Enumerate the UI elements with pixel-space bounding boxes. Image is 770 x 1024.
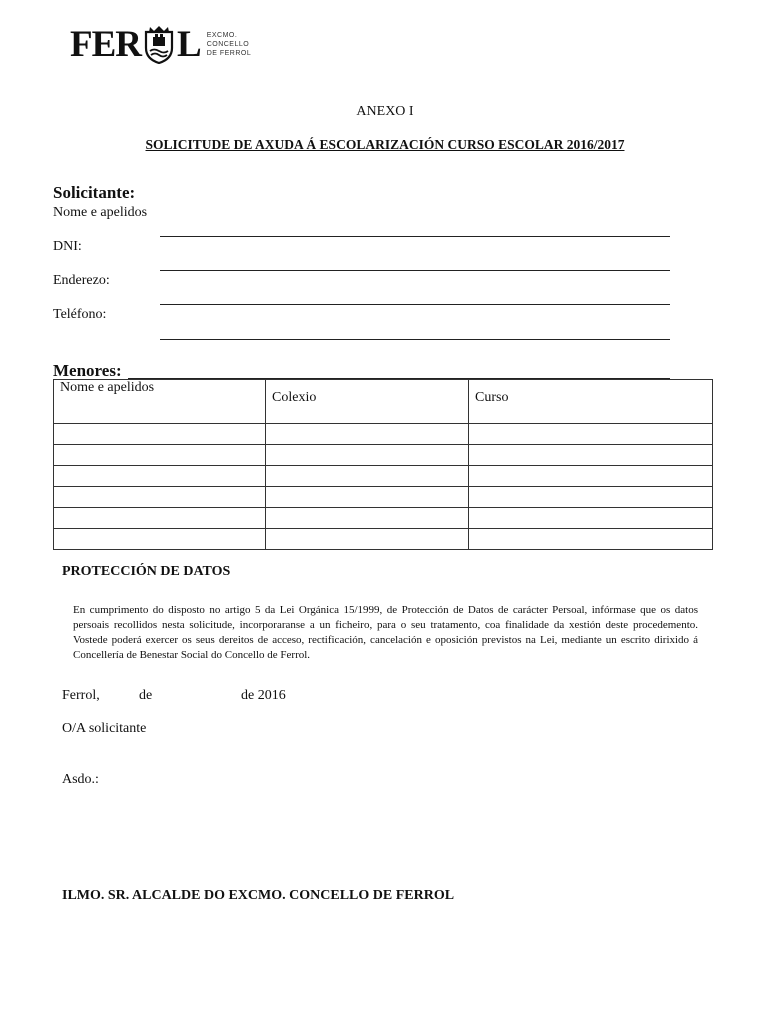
logo-word-right: L bbox=[177, 23, 201, 65]
dni-label: DNI: bbox=[53, 239, 82, 254]
table-cell-school[interactable] bbox=[266, 424, 469, 445]
table-row bbox=[54, 508, 713, 529]
address-field-line[interactable] bbox=[160, 304, 670, 305]
table-cell-school[interactable] bbox=[266, 529, 469, 550]
minors-table bbox=[53, 379, 713, 550]
name-field-line[interactable] bbox=[160, 236, 670, 237]
signature-place: Ferrol, bbox=[62, 688, 100, 703]
applicant-heading: Solicitante: bbox=[53, 183, 136, 202]
signed-label: Asdo.: bbox=[62, 772, 99, 787]
phone-field-line[interactable] bbox=[160, 339, 670, 340]
logo-caption: EXCMO. CONCELLO DE FERROL bbox=[206, 31, 252, 57]
annex-label: ANEXO I bbox=[356, 104, 414, 119]
minors-heading: Menores: bbox=[53, 361, 122, 380]
ferrol-logo bbox=[70, 24, 251, 64]
addressee: ILMO. SR. ALCALDE DO EXCMO. CONCELLO DE FERROL bbox=[62, 888, 455, 903]
table-cell-school[interactable] bbox=[266, 508, 469, 529]
table-row bbox=[54, 529, 713, 550]
table-cell-course[interactable] bbox=[469, 424, 713, 445]
address-label: Enderezo: bbox=[53, 273, 110, 288]
signature-date-de: de bbox=[139, 688, 153, 703]
table-row bbox=[54, 445, 713, 466]
table-cell-school[interactable] bbox=[266, 466, 469, 487]
table-cell-school[interactable] bbox=[266, 445, 469, 466]
table-row bbox=[54, 466, 713, 487]
name-label: Nome e apelidos bbox=[53, 205, 148, 220]
coat-of-arms-icon bbox=[142, 24, 176, 64]
phone-label: Teléfono: bbox=[53, 307, 107, 322]
table-row bbox=[54, 487, 713, 508]
table-row bbox=[54, 424, 713, 445]
logo-word-left: FER bbox=[70, 23, 141, 65]
table-cell-course[interactable] bbox=[469, 529, 713, 550]
table-cell-course[interactable] bbox=[469, 445, 713, 466]
table-cell-name[interactable] bbox=[54, 508, 266, 529]
signature-date-year: de 2016 bbox=[241, 688, 286, 703]
column-header-name: Nome e apelidos bbox=[54, 380, 266, 424]
table-header-row bbox=[54, 380, 713, 424]
table-cell-course[interactable] bbox=[469, 487, 713, 508]
table-cell-name[interactable] bbox=[54, 487, 266, 508]
data-protection-title: PROTECCIÓN DE DATOS bbox=[62, 564, 231, 579]
data-protection-text: En cumprimento do disposto no artigo 5 da Lei Orgánica 15/1999, de Protección de Datos de carácter Persoal, infórmase que os datos persoais recollidos nesta solicitude, incorporaranse a un ficheiro, para o seu tratamento, coa finalidade da xestión deste procedemento. Vostede poderá exercer os seus dereitos de acceso, rectificación, cancelación e oposición previstos na Lei, mediante un escrito dirixido á Concellería de Benestar Social do Concello de Ferrol. bbox=[73, 604, 698, 661]
document-title: SOLICITUDE DE AXUDA Á ESCOLARIZACIÓN CURSO ESCOLAR 2016/2017 bbox=[145, 137, 625, 152]
table-cell-course[interactable] bbox=[469, 508, 713, 529]
dni-field-line[interactable] bbox=[160, 270, 670, 271]
column-header-course: Curso bbox=[469, 380, 713, 424]
table-cell-school[interactable] bbox=[266, 487, 469, 508]
table-cell-name[interactable] bbox=[54, 424, 266, 445]
table-cell-name[interactable] bbox=[54, 445, 266, 466]
column-header-school: Colexio bbox=[266, 380, 469, 424]
table-cell-course[interactable] bbox=[469, 466, 713, 487]
applicant-signature-label: O/A solicitante bbox=[62, 721, 147, 736]
table-cell-name[interactable] bbox=[54, 529, 266, 550]
table-cell-name[interactable] bbox=[54, 466, 266, 487]
